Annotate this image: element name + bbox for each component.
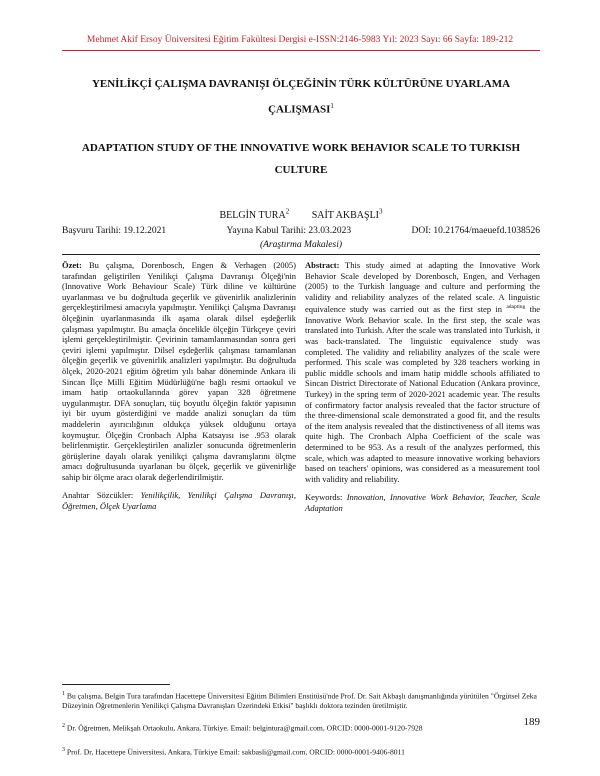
footnote-3-num: 3	[62, 747, 65, 753]
abstract-english-text-1: This study aimed at adapting the Innovative Work Behavior Scale developed by Dorenbosch, Engen, and Verhagen (2005) to the Turkish language and culture and performing the validity and reliability analyzes of the related scale. A linguistic equivalence study was carried out as the first step in	[305, 260, 540, 315]
keywords-english-text: Innovation, Innovative Work Behavior, Teacher, Scale Adaptation	[305, 492, 540, 513]
abstract-turkish-body	[62, 260, 296, 482]
article-type: (Araştırma Makalesi)	[259, 240, 343, 250]
article-dates	[62, 226, 540, 236]
footnote-2	[62, 722, 540, 733]
section-divider	[62, 254, 540, 255]
keywords-english-label: Keywords:	[305, 492, 343, 503]
footnote-2-num: 2	[62, 723, 65, 729]
doi[interactable]: DOI: 10.21764/maeuefd.1038526	[411, 226, 540, 236]
title-turkish	[62, 73, 540, 121]
footnote-3-text: Prof. Dr, Hacettepe Üniversitesi, Ankara, Türkiye Email: sakbasli@gmail.com, ORCID: 0000-0001-9406-8011	[66, 747, 405, 757]
title-english: ADAPTATION STUDY OF THE INNOVATIVE WORK BEHAVIOR SCALE TO TURKISH CULTURE	[81, 142, 521, 176]
footnote-2-text: Dr. Öğretmen, Melikşah Ortaokulu, Ankara, Türkiye. Email: belgintura@gmail.com, ORCID: 0000-0001-9120-7928	[66, 723, 423, 733]
footnote-divider	[62, 684, 170, 685]
author-1-name: BELGİN TURA	[219, 210, 286, 222]
abstract-turkish-label: Özet:	[62, 260, 82, 270]
abstract-english-body	[305, 260, 540, 484]
footnote-1-num: 1	[62, 691, 65, 697]
abstract-english	[305, 260, 540, 513]
accepted-date: Yayına Kabul Tarihi: 23.03.2023	[226, 226, 352, 236]
abstract-turkish	[62, 260, 296, 512]
author-1-note[interactable]: 2	[285, 208, 290, 216]
author-2-name: SAİT AKBAŞLI	[311, 210, 380, 222]
footnote-1	[62, 690, 540, 711]
keywords-turkish-label: Anahtar Sözcükler:	[62, 490, 134, 501]
author-2-note[interactable]: 3	[379, 208, 383, 216]
author-list	[62, 208, 540, 221]
title-footnote-ref[interactable]: 1	[330, 102, 334, 110]
footnote-1-text: Bu çalışma, Belgin Tura tarafından Hacettepe Üniversitesi Eğitim Bilimleri Enstitüsü'nde Prof. Dr. Sait Akbaşlı danışmanlığında yürütülen "Örgütsel Zeka Düzeyinin Öğretmenlerin Yenilikçi Çalışma Davranışları Üzerindeki Etkisi" başlıklı doktora tezinden üretilmiştir.	[62, 691, 537, 711]
abstract-english-text-2: the Innovative Work Behavior scale. In the first step, the scale was translated into Turkish. After the scale was translated into Turkish, it was back-translated. The linguistic equivalence study was completed. The validity and reliability analyzes of the scale were performed. This scale was completed by 328 teachers working in public middle schools and imam hatip middle schools affiliated to Sincan District Directorate of National Education (Ankara province, Turkey) in the spring term of 2020-2021 academic year. The results of confirmatory factor analysis revealed that the factor structure of the three-dimensional scale demonstrated a good fit, and the results of the item analysis revealed that the distinctiveness of all items was quite high. The Cronbach Alpha Coefficient of the scale was determined to be 953. As a result of the analyzes performed, this scale, which was adapted to measure innovative working behaviors based on teachers' opinions, was considered as a measurement tool with validity and reliability.	[305, 304, 541, 484]
header-divider	[62, 50, 540, 51]
footnote-3	[62, 746, 540, 757]
keywords-turkish-text: Yenilikçilik, Yenilikçi Çalışma Davranışı, Öğretmen, Ölçek Uyarlama	[62, 490, 296, 512]
received-date: Başvuru Tarihi: 19.12.2021	[62, 226, 167, 236]
keywords-english	[305, 492, 540, 513]
title-turkish-text: YENİLİKÇİ ÇALIŞMA DAVRANIŞI ÖLÇEĞİNİN TÜRK KÜLTÜRÜNE UYARLAMA ÇALIŞMASI	[91, 78, 511, 116]
journal-header: Mehmet Akif Ersoy Üniversitesi Eğitim Fakültesi Dergisi e-ISSN:2146-5983 Yıl: 2023 Sayı: 66 Sayfa: 189-212	[86, 35, 514, 45]
abstract-turkish-text: Bu çalışma, Dorenbosch, Engen & Verhagen (2005) tarafından geliştirilen Yenilikçi Çalışma Davranışı Ölçeği'nin (Innovative Work Behaviour Scale) Türk diline ve kültürüne uyarlanması ve bu doğrultuda geçerlik ve güvenirlik analizlerinin gerçekleştirilmesi amacıyla yapılmıştır. Yenilikçi Çalışma Davranışı ölçeğinin uyarlanmasında ilk aşama olarak dilsel eşdeğerlik çalışması yapılmıştır. Bu amaçla öncelikle ölçeğin Türkçeye çeviri işlemi gerçekleştirilmiştir. Çevirinin tamamlanmasından sonra geri çeviri işlemi yapılmıştır. Dilsel eşdeğerlik çalışması tamamlanan ölçeğin geçerlik ve güvenirlik analizleri yapılmıştır. Bu doğrultuda ölçek, 2020-2021 eğitim öğretim yılı bahar döneminde Ankara ili Sincan İlçe Milli Eğitim Müdürlüğü'ne bağlı resmi ortaokul ve imam hatip ortaokullarında görev yapan 328 öğretmene uygulanmıştır. DFA sonuçları, tüç boyutlu ölçeğin faktör yapısının iyi bir uyum gösterdiğini ve madde analizi sonuçları da tüm maddelerin ayırıcılığının oldukça yüksek olduğunu ortaya koymuştur. Ölçeğin Cronbach Alpha Katsayısı ise .953 olarak belirlenmiştir. Gerçekleştirilen analizler sonucunda öğretmenlerin görüşlerine dayalı olarak yenilikçi çalışma davranışlarını ölçme amacı doğrultusunda uyarlanan bu ölçek, geçerlik ve güvenirliğe sahip bir ölçme aracı olarak değerlendirilmiştir.	[62, 260, 296, 482]
author-1	[219, 210, 289, 221]
abstract-english-sup: adapting	[506, 304, 526, 311]
page-number: 189	[523, 716, 540, 728]
abstract-english-label: Abstract:	[305, 260, 340, 270]
keywords-turkish	[62, 490, 296, 511]
author-2	[312, 210, 383, 221]
